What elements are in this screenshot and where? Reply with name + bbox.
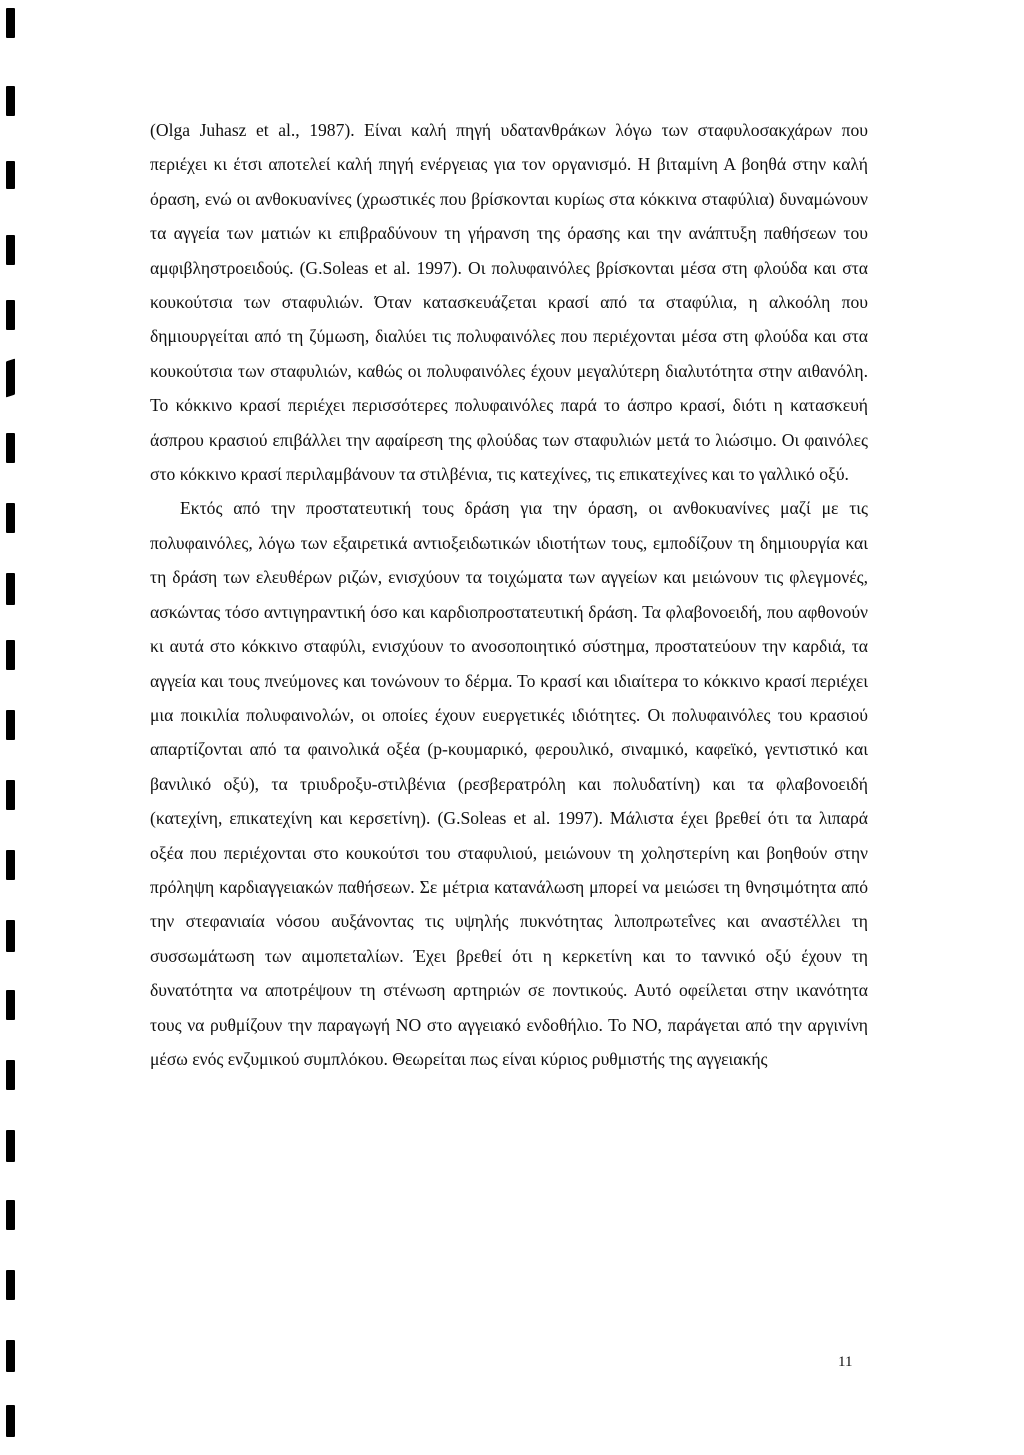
binding-hole-mark bbox=[6, 1200, 15, 1230]
page-number: 11 bbox=[838, 1354, 853, 1370]
paragraph-2: Εκτός από την προστατευτική τους δράση για την όραση, οι ανθοκυανίνες μαζί με τις πολυφαινόλες, λόγω των εξαιρετικά αντιοξειδωτικών ιδιοτήτων τους, εμποδίζουν τη δημιουργία και τη δράση των ελευθέρων ριζών, ενισχύουν τα τοιχώματα των αγγείων και μειώνουν τις φλεγμονές, ασκώντας τόσο αντιγηραντική όσο και καρδιοπροστατευτική δράση. Τα φλαβονοειδή, που αφθονούν κι αυτά στο κόκκινο σταφύλι, ενισχύουν το ανοσοποιητικό σύστημα, προστατεύουν την καρδιά, τα αγγεία και τους πνεύμονες και τονώνουν το δέρμα. Το κρασί και ιδιαίτερα το κόκκινο κρασί περιέχει μια ποικιλία πολυφαινολών, οι οποίες έχουν ευεργετικές ιδιότητες. Οι πολυφαινόλες του κρασιού απαρτίζονται από τα φαινολικά οξέα (p-κουμαρικό, φερουλικό, σιναμικό, καφεϊκό, γεντιστικό και βανιλικό οξύ), τα τριυδροξυ-στιλβένια (ρεσβερατρόλη και πολυδατίνη) και τα φλαβονοειδή (κατεχίνη, επικατεχίνη και κερσετίνη). (G.Soleas et al. 1997). Μάλιστα έχει βρεθεί ότι τα λιπαρά οξέα που περιέχονται στο κουκούτσι του σταφυλιού, μειώνουν τη χοληστερίνη και βοηθούν στην πρόληψη καρδιαγγειακών παθήσεων. Σε μέτρια κατανάλωση μπορεί να μειώσει τη θνησιμότητα από την στεφανιαία νόσου αυξάνοντας τις υψηλής πυκνότητας λιποπρωτεΐνες και αναστέλλει τη συσσωμάτωση των αιμοπεταλίων. Έχει βρεθεί ότι η κερκετίνη και το ταννικό οξύ έχουν τη δυνατότητα να αποτρέψουν τη στένωση αρτηριών σε ποντικούς. Αυτό οφείλεται στην ικανότητα τους να ρυθμίζουν την παραγωγή NO στο αγγειακό ενδοθήλιο. Το NO, παράγεται από την αργινίνη μέσω ενός ενζυμικού συμπλόκου. Θεωρείται πως είναι κύριος ρυθμιστής της αγγειακής bbox=[150, 498, 868, 1069]
binding-hole-mark bbox=[6, 8, 15, 38]
binding-hole-mark bbox=[6, 1405, 15, 1437]
binding-hole-mark bbox=[6, 640, 15, 670]
binding-hole-mark bbox=[6, 710, 15, 740]
binding-hole-mark bbox=[6, 300, 15, 330]
binding-hole-mark bbox=[6, 990, 15, 1020]
binding-hole-mark bbox=[6, 573, 15, 605]
binding-edge bbox=[0, 0, 40, 1455]
binding-hole-mark bbox=[6, 1130, 15, 1162]
paragraph-1: (Olga Juhasz et al., 1987). Είναι καλή πηγή υδατανθράκων λόγω των σταφυλοσακχάρων που περιέχει κι έτσι αποτελεί καλή πηγή ενέργειας για τον οργανισμό. Η βιταμίνη Α βοηθά στην καλή όραση, ενώ οι ανθοκυανίνες (χρωστικές που βρίσκονται κυρίως στα κόκκινα σταφύλια) δυναμώνουν τα αγγεία των ματιών κι επιβραδύνουν τη γήρανση της όρασης και την ανάπτυξη παθήσεων του αμφιβληστροειδούς. (G.Soleas et al. 1997). Οι πολυφαινόλες βρίσκονται μέσα στη φλούδα και στα κουκούτσια των σταφυλιών. Όταν κατασκευάζεται κρασί από τα σταφύλια, η αλκοόλη που δημιουργείται από τη ζύμωση, διαλύει τις πολυφαινόλες που περιέχονται μέσα στη φλούδα και στα κουκούτσια των σταφυλιών, καθώς οι πολυφαινόλες έχουν μεγαλύτερη διαλυτότητα στην αιθανόλη. Το κόκκινο κρασί περιέχει περισσότερες πολυφαινόλες παρά το άσπρο κρασί, διότι η κατασκευή άσπρου κρασιού επιβάλλει την αφαίρεση της φλούδας των σταφυλιών μετά το λιώσιμο. Οι φαινόλες στο κόκκινο κρασί περιλαμβάνουν τα στιλβένια, τις κατεχίνες, τις επικατεχίνες και το γαλλικό οξύ. bbox=[150, 120, 868, 485]
binding-hole-mark bbox=[6, 850, 15, 880]
binding-hole-mark bbox=[6, 1340, 15, 1372]
binding-hole-mark bbox=[6, 433, 15, 463]
binding-hole-mark bbox=[6, 780, 15, 810]
binding-hole-mark bbox=[6, 86, 15, 116]
page-body bbox=[150, 113, 868, 1076]
binding-hole-mark bbox=[6, 359, 15, 398]
binding-hole-mark bbox=[6, 235, 15, 265]
binding-hole-mark bbox=[6, 920, 15, 952]
binding-hole-mark bbox=[6, 1060, 15, 1090]
binding-hole-mark bbox=[6, 161, 15, 189]
binding-hole-mark bbox=[6, 1270, 15, 1300]
binding-hole-mark bbox=[6, 503, 15, 533]
